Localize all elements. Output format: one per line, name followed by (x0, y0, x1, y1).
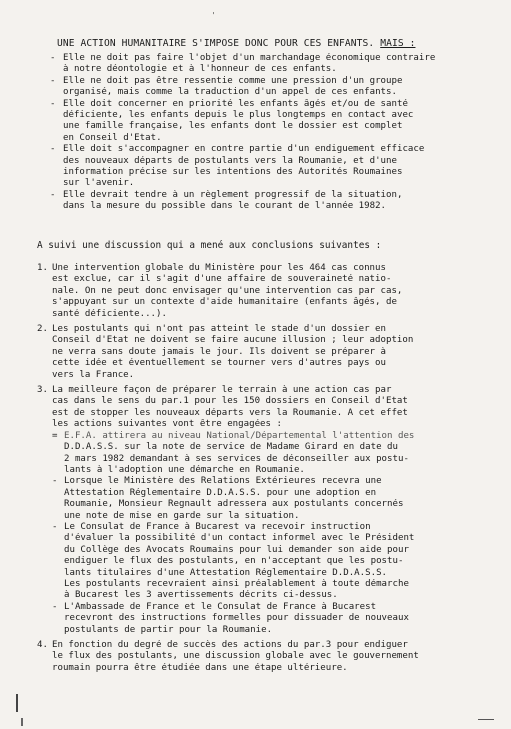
item-number: 3. (37, 385, 48, 396)
sub-bullet-mark: = (52, 430, 58, 441)
text-line: cas dans le sens du par.1 pour les 150 dossiers en Conseil d'Etat (52, 396, 408, 407)
text-line: Lorsque le Ministère des Relations Extérieures recevra une (64, 476, 382, 487)
heading-text: UNE ACTION HUMANITAIRE S'IMPOSE DONC POUR CES ENFANTS. (57, 38, 375, 49)
condition-bullet (50, 190, 500, 213)
text-line: postulants de partir pour la Roumanie. (64, 624, 273, 635)
numbered-item (37, 263, 502, 320)
item-spacer (37, 675, 502, 678)
text-line: Le Consulat de France à Bucarest va recevoir instruction (64, 521, 371, 532)
text-line: vers la France. (52, 369, 135, 380)
text-line: Elle ne doit pas être ressentie comme une pression d'un groupe (63, 75, 403, 86)
text-line: en Conseil d'Etat. (63, 132, 162, 143)
text-line: roumain pourra être étudiée dans une étape ultérieure. (52, 662, 348, 673)
numbered-item (37, 640, 502, 674)
text-line: dans la mesure du possible dans le courant de l'année 1982. (63, 201, 387, 212)
text-line: est de stopper les nouveaux départs vers la Roumanie. A cet effet (52, 407, 408, 418)
bullet-mark: - (50, 144, 56, 155)
text-line: Elle ne doit pas faire l'objet d'un marchandage économique contraire (63, 53, 436, 63)
numbered-item (37, 324, 502, 381)
margin-mark (16, 694, 18, 712)
text-line: Une intervention globale du Ministère pour les 464 cas connus (52, 263, 386, 273)
bottom-dash (478, 719, 494, 720)
sub-bullet-mark: - (52, 601, 58, 612)
sub-bullet (52, 476, 502, 522)
text-line: santé déficiente...). (52, 308, 167, 319)
bullet-mark: - (50, 75, 56, 86)
text-line: information précise sur les intentions des Autorités Roumaines (63, 167, 403, 178)
condition-bullet (50, 53, 500, 76)
text-line: déficiente, les enfants depuis le plus longtemps en contact avec (63, 110, 414, 121)
text-line: Les postulants qui n'ont pas atteint le stade d'un dossier en (52, 324, 386, 335)
condition-bullet (50, 76, 500, 99)
text-line: Les postulants recevraient ainsi préalablement à toute démarche (64, 578, 409, 589)
text-line: L'Ambassade de France et le Consulat de France à Bucarest (64, 601, 377, 612)
text-line: recevront des instructions formelles pour dissuader de nouveaux (64, 613, 409, 624)
text-line: nale. On ne peut donc envisager qu'une intervention cas par cas, (52, 285, 403, 296)
condition-bullet (50, 99, 500, 145)
section-heading (57, 38, 415, 49)
text-line: d'évaluer la possibilité d'un contact informel avec le Président (64, 533, 415, 544)
margin-mark-small (21, 718, 23, 726)
text-line: lants à l'adoption une démarche en Roumanie. (64, 464, 305, 475)
sub-bullet (52, 602, 502, 636)
sub-bullet-mark: - (52, 521, 58, 532)
sub-bullet-mark: - (52, 476, 58, 487)
numbered-item (37, 385, 502, 636)
condition-bullet (50, 144, 500, 190)
text-line: organisé, mais comme la traduction d'un appel de ces enfants. (63, 87, 397, 98)
text-line: à notre déontologie et à l'honneur de ces enfants. (63, 64, 337, 75)
text-line: D.D.A.S.S. sur la note de service de Madame Girard en date du (64, 442, 398, 453)
item-number: 4. (37, 640, 48, 650)
bullet-mark: - (50, 98, 56, 109)
text-line: 2 mars 1982 demandant à ses services de déconseiller aux postu- (64, 453, 409, 464)
text-line: Attestation Réglementaire D.D.A.S.S. pour une adoption en (64, 487, 377, 498)
text-line: ne verra sans doute jamais le jour. Ils doivent se préparer à (52, 346, 386, 357)
text-line: La meilleure façon de préparer le terrain à une action cas par (52, 385, 392, 396)
text-line: une note de mise en garde sur la situation. (64, 510, 300, 521)
text-line: les actions suivantes vont être engagées : (52, 419, 282, 430)
text-line: Elle devrait tendre à un règlement progressif de la situation, (63, 189, 403, 200)
text-line: Elle doit concerner en priorité les enfants âgés et/ou de santé (63, 98, 408, 109)
text-line: des nouveaux départs de postulants vers la Roumanie, et d'une (63, 155, 397, 166)
text-line: est exclue, car il s'agit d'une affaire de souveraineté natio- (52, 274, 392, 285)
text-line: Elle doit s'accompagner en contre partie d'un endiguement efficace (63, 144, 425, 155)
conditions-list (50, 53, 500, 213)
text-line: à Bucarest les 3 avertissements décrits ci-dessus. (64, 590, 338, 601)
sub-bullet (52, 522, 502, 602)
text-line: Conseil d'Etat ne doivent se faire aucune illusion ; leur adoption (52, 335, 414, 346)
text-line: le flux des postulants, une discussion globale avec le gouvernement (52, 651, 419, 662)
text-line: une famille française, les enfants dont le dossier est complet (63, 121, 403, 132)
sub-bullet (52, 431, 502, 477)
heading-emphasis: MAIS : (380, 38, 416, 49)
text-line: s'appuyant sur un contexte d'aide humanitaire (enfants âgés, de (52, 297, 397, 308)
item-number: 1. (37, 263, 48, 273)
discussion-intro: A suivi une discussion qui a mené aux conclusions suivantes : (37, 240, 382, 251)
text-line: En fonction du degré de succès des actions du par.3 pour endiguer (52, 640, 408, 650)
text-line: E.F.A. attirera au niveau National/Départemental l'attention des (64, 430, 415, 441)
bullet-mark: - (50, 189, 56, 200)
text-line: du Collège des Avocats Roumains pour lui demander son aide pour (64, 544, 409, 555)
conclusions-list (37, 263, 502, 678)
text-line: endiguer le flux des postulants, en n'acceptant que les postu- (64, 556, 404, 567)
text-line: sur l'avenir. (63, 178, 135, 189)
bullet-mark: - (50, 53, 56, 63)
text-line: lants titulaires d'une Attestation Réglementaire D.D.A.S.S. (64, 567, 388, 578)
text-line: cette idée et éventuellement se tourner vers d'autres pays ou (52, 358, 386, 369)
top-mark: ' (211, 11, 216, 20)
item-number: 2. (37, 324, 48, 335)
text-line: Roumanie, Monsieur Regnault adressera aux postulants concernés (64, 499, 404, 510)
